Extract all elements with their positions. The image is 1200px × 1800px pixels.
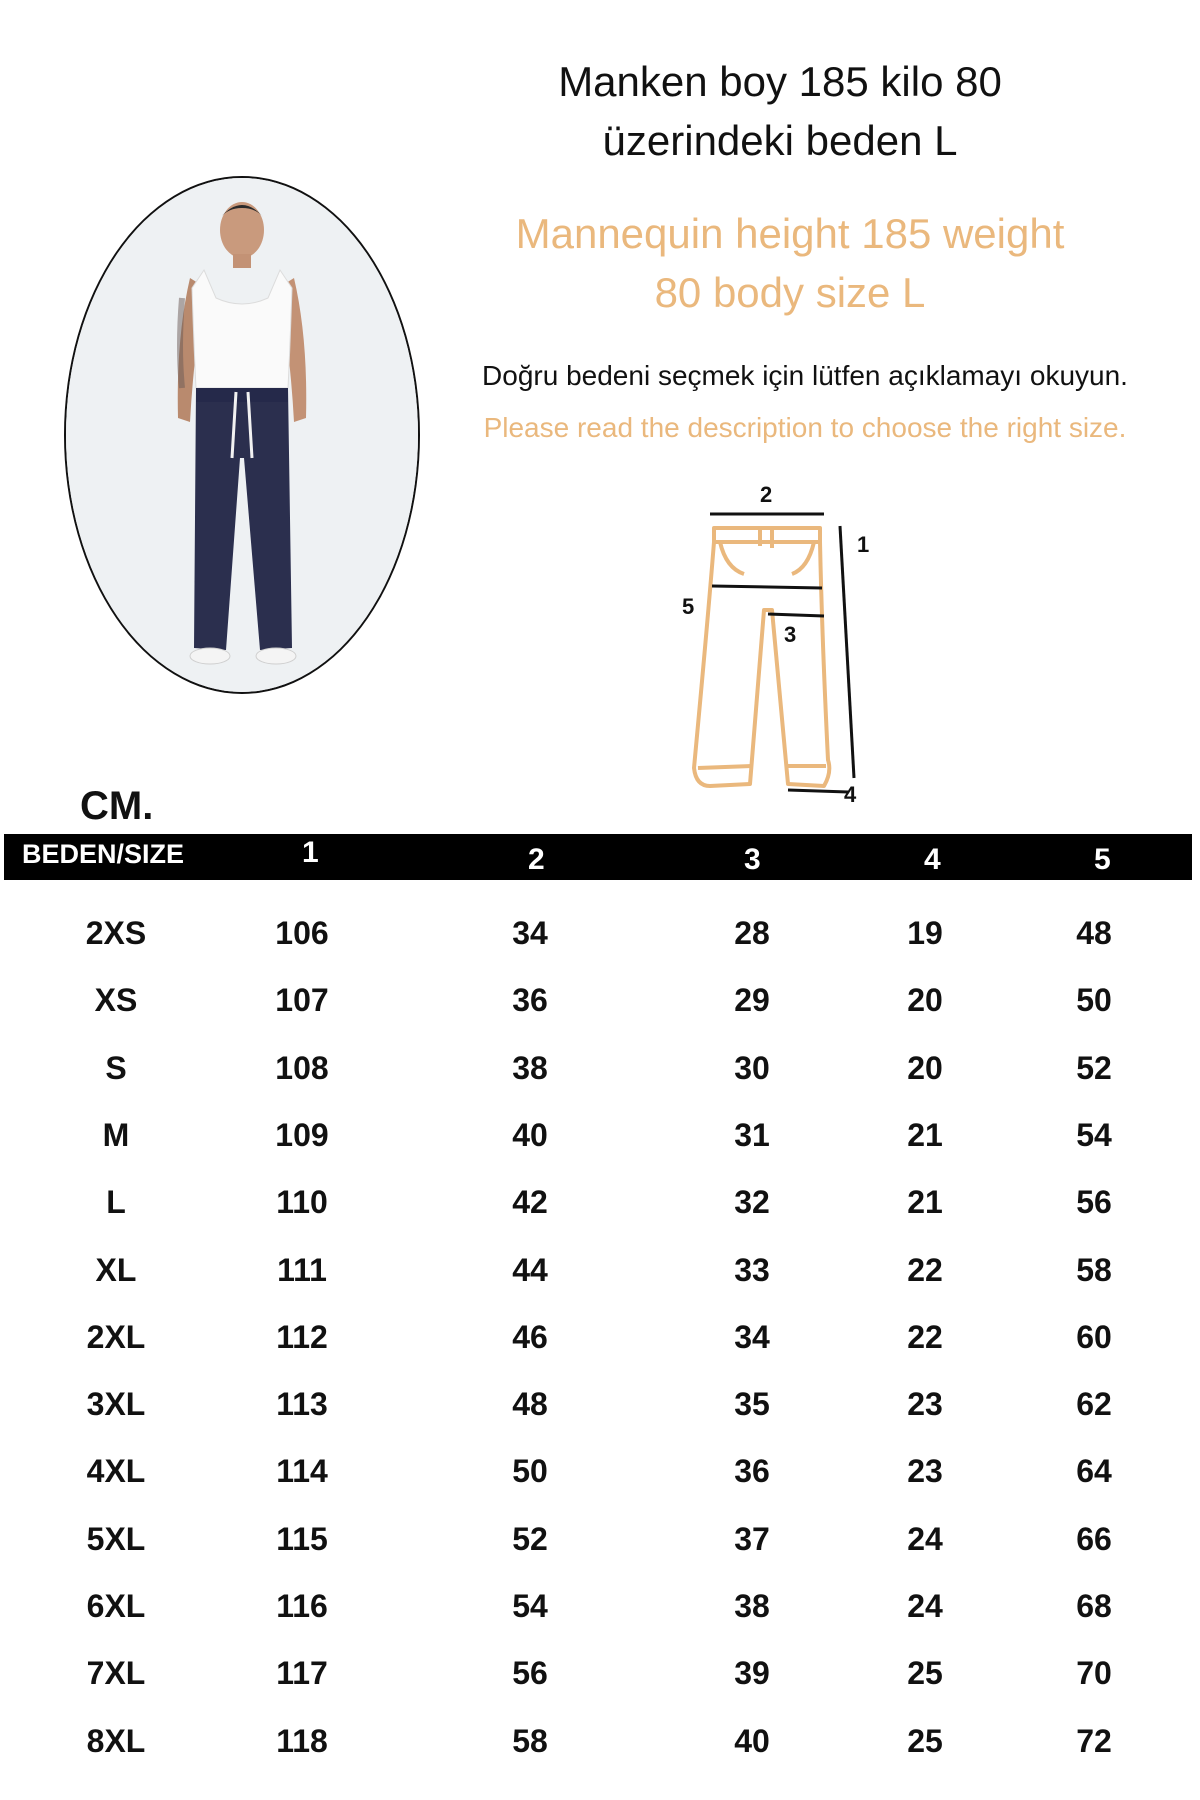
measurement-cell-3: 33: [734, 1251, 770, 1288]
measurement-cell-1: 116: [276, 1588, 328, 1624]
measurement-cell-4: 22: [907, 1318, 943, 1355]
measurement-cell-5: 48: [1076, 915, 1112, 951]
measurement-cell-2: 48: [512, 1386, 548, 1423]
diagram-label-2: 2: [760, 482, 773, 507]
note-turkish: Doğru bedeni seçmek için lütfen açıklamayı okuyun.: [482, 360, 1128, 391]
title-turkish: [470, 52, 1090, 170]
column-header-1: 1: [302, 836, 319, 869]
measurement-cell-4: 23: [907, 1386, 943, 1423]
size-cell: 3XL: [86, 1386, 146, 1423]
table-row: [0, 1304, 1200, 1371]
pants-outline-icon: [694, 528, 829, 786]
measurement-cell-4: 20: [907, 1049, 943, 1086]
measurement-cell-1: 107: [275, 982, 329, 1019]
diagram-label-1: 1: [857, 532, 870, 557]
model-figure-illustration: [66, 178, 418, 692]
table-row: [0, 1371, 1200, 1438]
measurement-cell-2: 46: [512, 1318, 548, 1355]
measurement-cell-3: 39: [734, 1655, 770, 1692]
table-row: [0, 1640, 1200, 1707]
measurement-cell-2: 38: [512, 1049, 548, 1086]
measurement-cell-2: 34: [512, 915, 548, 951]
measurement-cell-1: 106: [275, 915, 329, 951]
title-english-line1: Mannequin height 185 weight: [515, 210, 1065, 257]
table-row: [0, 1438, 1200, 1505]
size-cell: 2XS: [85, 915, 147, 951]
measurement-cell-3: 40: [734, 1722, 770, 1759]
diagram-label-4: 4: [844, 782, 857, 807]
measurement-cell-3: 32: [734, 1184, 770, 1221]
measurement-cell-1: 117: [276, 1655, 328, 1692]
model-photo: [64, 176, 420, 694]
measurement-cell-1: 111: [277, 1251, 327, 1288]
measurement-cell-3: 36: [734, 1453, 770, 1490]
table-row: [0, 1035, 1200, 1102]
table-row: [0, 1102, 1200, 1169]
measurement-cell-2: 52: [512, 1520, 548, 1557]
measurement-cell-4: 25: [907, 1722, 943, 1759]
measurement-cell-3: 34: [734, 1318, 770, 1355]
size-cell: M: [102, 1116, 130, 1153]
measurement-cell-5: 54: [1076, 1116, 1112, 1153]
measurement-cell-5: 56: [1076, 1184, 1112, 1221]
title-english-line2: 80 body size L: [654, 269, 926, 316]
measurement-cell-5: 52: [1076, 1049, 1112, 1086]
diagram-label-3: 3: [784, 622, 797, 647]
measurement-cell-2: 50: [512, 1453, 548, 1490]
measurement-cell-5: 66: [1076, 1520, 1112, 1557]
pants-measurement-diagram: [660, 468, 890, 818]
size-cell: 2XL: [86, 1318, 146, 1355]
measurement-cell-3: 38: [734, 1588, 770, 1624]
size-cell: 6XL: [86, 1588, 146, 1624]
measurement-cell-4: 20: [907, 982, 943, 1019]
measurement-cell-5: 68: [1076, 1588, 1112, 1624]
table-row: [0, 967, 1200, 1034]
measurement-cell-4: 24: [907, 1588, 943, 1624]
measurement-cell-3: 29: [734, 982, 770, 1019]
size-cell: 4XL: [86, 1453, 146, 1490]
unit-label: CM.: [80, 784, 154, 828]
measurement-cell-2: 58: [512, 1722, 548, 1759]
measurement-cell-1: 109: [275, 1116, 329, 1153]
size-cell: S: [105, 1049, 127, 1086]
table-row: [0, 1573, 1200, 1640]
measurement-cell-4: 21: [907, 1116, 943, 1153]
title-turkish-line1: Manken boy 185 kilo 80: [558, 58, 1002, 105]
measurement-cell-4: 24: [907, 1520, 943, 1557]
measurement-cell-5: 60: [1076, 1318, 1112, 1355]
measurement-cell-2: 36: [512, 982, 548, 1019]
measurement-cell-5: 50: [1076, 982, 1112, 1019]
measurement-cell-2: 40: [512, 1116, 548, 1153]
measurement-cell-2: 54: [512, 1588, 548, 1624]
table-row: [0, 1708, 1200, 1775]
measurement-cell-4: 25: [907, 1655, 943, 1692]
measurement-cell-5: 58: [1076, 1251, 1112, 1288]
size-cell: XL: [95, 1251, 137, 1288]
measurement-cell-4: 21: [907, 1184, 943, 1221]
measurement-cell-5: 62: [1076, 1386, 1112, 1423]
measurement-cell-5: 70: [1076, 1655, 1112, 1692]
measurement-cell-4: 22: [907, 1251, 943, 1288]
measurement-cell-2: 56: [512, 1655, 548, 1692]
title-turkish-line2: üzerindeki beden L: [602, 117, 958, 164]
measurement-cell-2: 42: [512, 1184, 548, 1221]
measurement-cell-1: 108: [275, 1049, 329, 1086]
measurement-cell-1: 112: [276, 1318, 328, 1355]
size-cell: XS: [94, 982, 138, 1019]
table-row: [0, 1506, 1200, 1573]
column-header-5: 5: [1094, 843, 1111, 876]
size-cell: 7XL: [86, 1655, 146, 1692]
size-cell: L: [106, 1184, 126, 1221]
measurement-cell-2: 44: [512, 1251, 548, 1288]
measurement-cell-4: 23: [907, 1453, 943, 1490]
measurement-cell-5: 72: [1076, 1722, 1112, 1759]
measurement-cell-1: 114: [276, 1453, 328, 1490]
column-header-3: 3: [744, 843, 761, 876]
table-row: [0, 1169, 1200, 1236]
column-header-size: BEDEN/SIZE: [22, 839, 185, 869]
title-english: [470, 204, 1110, 322]
diagram-label-5: 5: [682, 594, 695, 619]
table-row: [0, 900, 1200, 967]
measurement-cell-3: 37: [734, 1520, 770, 1557]
measurement-cell-4: 19: [907, 915, 943, 951]
table-row: [0, 1237, 1200, 1304]
measurement-cell-1: 113: [276, 1386, 328, 1423]
size-cell: 5XL: [86, 1520, 146, 1557]
column-header-2: 2: [528, 843, 545, 876]
measurement-cell-1: 115: [276, 1520, 328, 1557]
measurement-cell-1: 110: [276, 1184, 328, 1221]
measurement-cell-3: 31: [734, 1116, 770, 1153]
size-cell: 8XL: [86, 1722, 146, 1759]
measure-lines: [710, 514, 854, 792]
table-header-row: [4, 834, 1192, 880]
measurement-cell-3: 30: [734, 1049, 770, 1086]
measurement-cell-3: 28: [734, 915, 770, 951]
measurement-cell-5: 64: [1076, 1453, 1112, 1490]
measurement-cell-3: 35: [734, 1386, 770, 1423]
note-english: Please read the description to choose the right size.: [483, 412, 1127, 443]
column-header-4: 4: [924, 843, 941, 876]
measurement-cell-1: 118: [276, 1722, 328, 1759]
